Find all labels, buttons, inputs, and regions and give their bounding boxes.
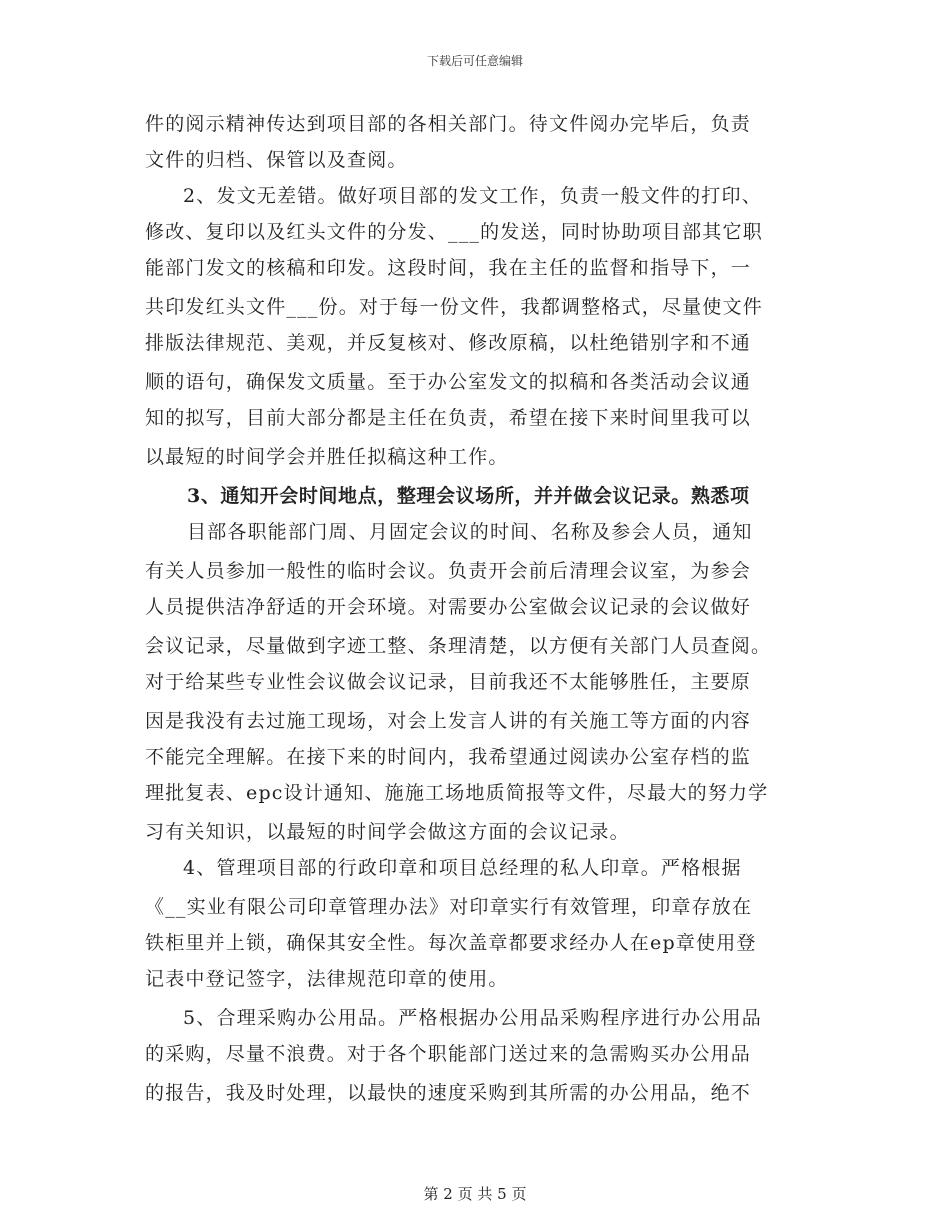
body-line: 共印发红头文件___份。对于每一份文件，我都调整格式，尽量使文件 (145, 296, 763, 318)
body-line: 的报告，我及时处理，以最快的速度采购到其所需的办公用品，绝不 (145, 1082, 752, 1104)
body-line: 件的阅示精神传达到项目部的各相关部门。待文件阅办完毕后，负责 (145, 113, 752, 135)
body-line: 理批复表、epc设计通知、施施工场地质简报等文件，尽最大的努力学 (145, 782, 769, 804)
body-line: 排版法律规范、美观，并反复核对、修改原稿，以杜绝错别字和不通 (145, 332, 752, 354)
page-number: 第 2 页 共 5 页 (423, 1185, 527, 1203)
body-line: 文件的归档、保管以及查阅。 (145, 149, 408, 171)
section-heading: 3、通知开会时间地点，整理会议场所，并并做会议记录。熟悉项 (187, 485, 750, 507)
body-line: 目部各职能部门周、月固定会议的时间、名称及参会人员，通知 (187, 521, 753, 543)
body-line: 4、管理项目部的行政印章和项目总经理的私人印章。严格根据 (183, 857, 742, 879)
body-line: 铁柜里并上锁，确保其安全性。每次盖章都要求经办人在ep章使用登 (145, 932, 757, 954)
body-line: 2、发文无差错。做好项目部的发文工作，负责一般文件的打印、 (183, 185, 762, 207)
body-line: 修改、复印以及红头文件的分发、___的发送，同时协助项目部其它职 (145, 221, 763, 243)
body-line: 记表中登记签字，法律规范印章的使用。 (145, 968, 509, 990)
body-line: 因是我没有去过施工现场，对会上发言人讲的有关施工等方面的内容 (145, 710, 752, 732)
body-line: 习有关知识，以最短的时间学会做这方面的会议记录。 (145, 821, 630, 843)
body-line: 对于给某些专业性会议做会议记录，目前我还不太能够胜任，主要原 (145, 671, 752, 693)
body-line: 《__实业有限公司印章管理办法》对印章实行有效管理，印章存放在 (145, 896, 753, 918)
body-line: 知的拟写，目前大部分都是主任在负责，希望在接下来时间里我可以 (145, 407, 752, 429)
body-line: 能部门发文的核稿和印发。这段时间，我在主任的监督和指导下，一 (145, 257, 752, 279)
page-header: 下载后可任意编辑 (426, 54, 523, 68)
body-line: 5、合理采购办公用品。严格根据办公用品采购程序进行办公用品 (183, 1007, 762, 1029)
body-line: 有关人员参加一般性的临时会议。负责开会前后清理会议室，为参会 (145, 560, 752, 582)
body-line: 人员提供洁净舒适的开会环境。对需要办公室做会议记录的会议做好 (145, 596, 752, 618)
body-line: 不能完全理解。在接下来的时间内，我希望通过阅读办公室存档的监 (145, 746, 752, 768)
body-line: 的采购，尽量不浪费。对于各个职能部门送过来的急需购买办公用品 (145, 1043, 752, 1065)
body-line: 以最短的时间学会并胜任拟稿这种工作。 (145, 446, 509, 468)
body-line: 顺的语句，确保发文质量。至于办公室发文的拟稿和各类活动会议通 (145, 371, 752, 393)
body-line: 会议记录，尽量做到字迹工整、条理清楚，以方便有关部门人员查阅。 (145, 635, 772, 657)
